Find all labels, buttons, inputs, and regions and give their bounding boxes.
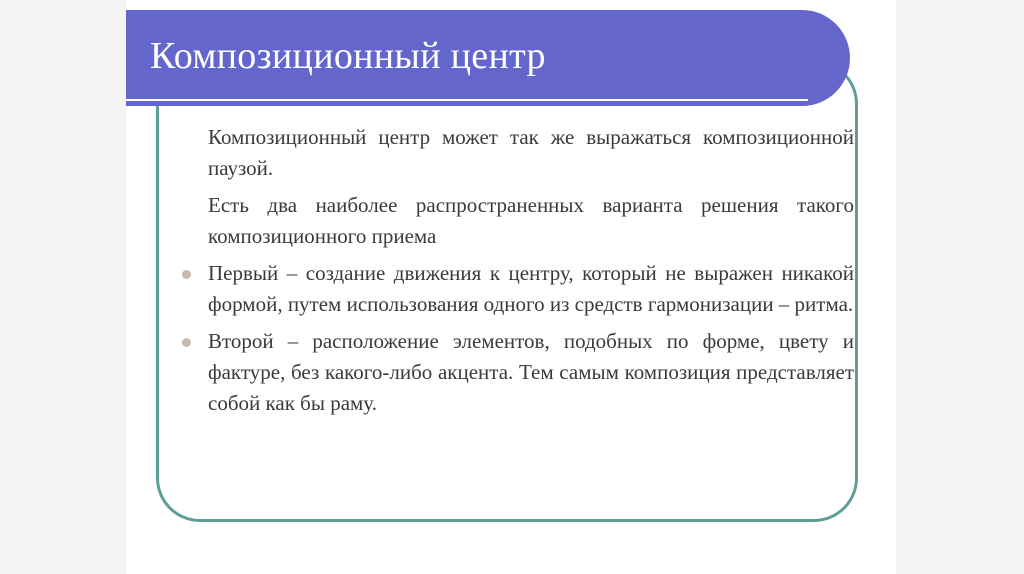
paragraph-text: Есть два наиболее распространенных варианта решения такого композиционного приема — [208, 193, 854, 248]
bullet-text: Второй – расположение элементов, подобных по форме, цвету и фактуре, без какого-либо акцента. Тем самым композиция представляет собой как бы раму. — [208, 329, 854, 415]
bullet-dot-icon — [182, 270, 191, 279]
bullet-dot-icon — [182, 338, 191, 347]
bullet-item-1 — [174, 258, 854, 320]
bullet-item-2 — [174, 326, 854, 419]
slide-body — [174, 122, 854, 425]
bullet-text: Первый – создание движения к центру, который не выражен никакой формой, путем использования одного из средств гармонизации – ритма. — [208, 261, 854, 316]
slide-title: Композиционный центр — [150, 35, 546, 77]
title-underline — [126, 99, 808, 101]
paragraph-text: Композиционный центр может так же выражаться композиционной паузой. — [208, 125, 854, 180]
paragraph-2 — [174, 190, 854, 252]
paragraph-1 — [174, 122, 854, 184]
